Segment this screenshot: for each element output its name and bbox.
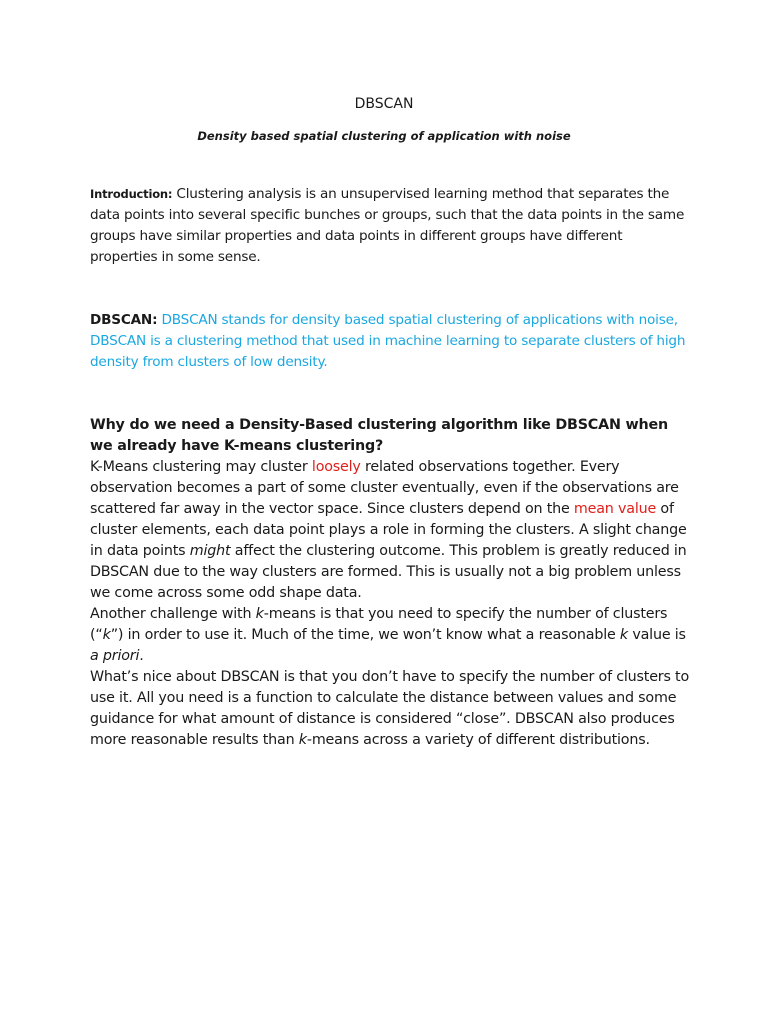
emphasis-a-priori: a priori <box>90 648 140 664</box>
emphasis-k: k <box>298 732 307 748</box>
text-run: affect the clustering outcome. This problem is greatly reduced in DBSCAN due to the way clusters are formed. This is usually not a big problem unless we come across some odd shape data. <box>90 543 687 601</box>
text-run: What’s nice about DBSCAN is that you don’t have to specify the number of clusters to use it. All you need is a function to calculate the distance between values and some guidance for what amount of distance is considered “close”. DBSCAN also produces more reasonable results than <box>90 669 690 748</box>
highlight-mean-value: mean value <box>573 501 657 517</box>
emphasis-might: might <box>189 543 231 559</box>
text-run: K-Means clustering may cluster <box>90 459 312 475</box>
dbscan-definition-text: DBSCAN stands for density based spatial clustering of applications with noise, DBSCAN is a clustering method that used in machine learning to separate clusters of high density from clusters of low density. <box>90 312 686 370</box>
kmeans-paragraph <box>90 457 690 604</box>
dbscan-benefit-paragraph <box>90 667 690 751</box>
text-run: ”) in order to use it. Much of the time, we won’t know what a reasonable <box>110 627 620 643</box>
introduction-label: Introduction: <box>90 187 173 201</box>
k-challenge-paragraph <box>90 604 690 667</box>
dbscan-label: DBSCAN: <box>90 312 158 328</box>
dbscan-definition-paragraph <box>90 310 690 373</box>
emphasis-k: k <box>619 627 629 643</box>
text-run: related observations together. Every observation becomes a part of some cluster eventually, even if the observations are scattered far away in the vector space. Since clusters depend on the <box>90 459 679 517</box>
emphasis-k: k <box>255 606 264 622</box>
why-section <box>90 415 690 751</box>
text-run: . <box>139 648 144 664</box>
introduction-text: Clustering analysis is an unsupervised learning method that separates the data points into several specific bunches or groups, such that the data points in the same groups have similar properties and data points in different groups have different properties in some sense. <box>90 186 685 265</box>
text-run: of cluster elements, each data point plays a role in forming the clusters. A slight change in data points <box>90 501 687 559</box>
why-question-heading: Why do we need a Density-Based clustering algorithm like DBSCAN when we already have K-means clustering? <box>90 417 668 454</box>
introduction-paragraph <box>90 184 690 268</box>
highlight-loosely: loosely <box>311 459 361 475</box>
text-run: -means is that you need to specify the number of clusters (“ <box>90 606 668 643</box>
text-run: value is <box>628 627 686 643</box>
text-run: -means across a variety of different distributions. <box>306 732 650 748</box>
text-run: Another challenge with <box>90 606 256 622</box>
document-title: DBSCAN <box>354 96 414 112</box>
document-subtitle: Density based spatial clustering of application with noise <box>197 129 571 143</box>
emphasis-k: k <box>102 627 111 643</box>
